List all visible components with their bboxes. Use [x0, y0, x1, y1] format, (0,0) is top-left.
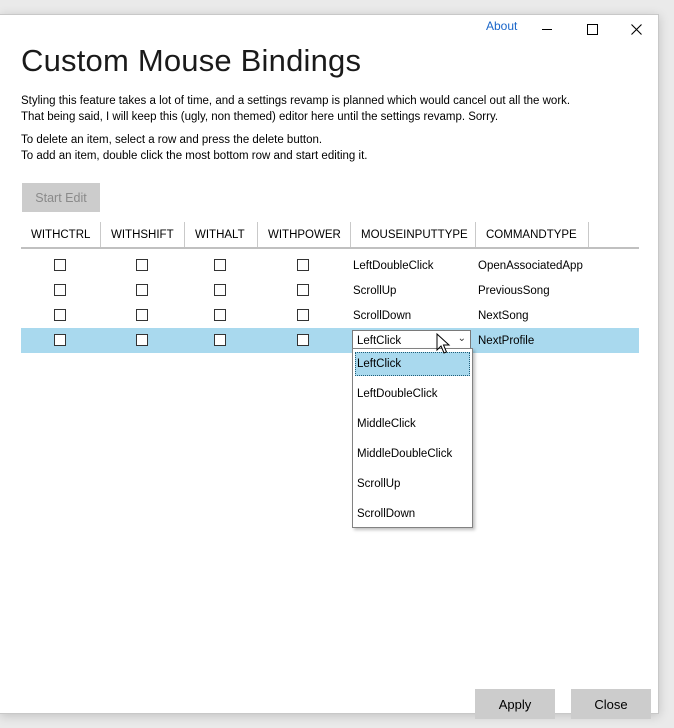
- column-header-withctrl[interactable]: WITHCTRL: [21, 222, 101, 247]
- about-link[interactable]: About: [486, 19, 518, 33]
- withshift-checkbox[interactable]: [136, 284, 148, 296]
- withpower-checkbox[interactable]: [297, 259, 309, 271]
- table-row[interactable]: [21, 253, 639, 278]
- mouse-input-type-cell[interactable]: LeftDoubleClick: [353, 259, 434, 272]
- command-type-cell[interactable]: OpenAssociatedApp: [478, 259, 583, 272]
- instruction-line-2: To add an item, double click the most bottom row and start editing it.: [21, 150, 368, 162]
- dropdown-option[interactable]: LeftDoubleClick: [357, 388, 438, 400]
- dropdown-option[interactable]: MiddleClick: [357, 418, 416, 430]
- description-line-1: Styling this feature takes a lot of time, and a settings revamp is planned which would cancel out all the work.: [21, 95, 571, 107]
- close-button[interactable]: Close: [571, 689, 651, 719]
- close-icon: [631, 24, 642, 35]
- dropdown-option[interactable]: ScrollUp: [357, 478, 401, 490]
- apply-button[interactable]: Apply: [475, 689, 555, 719]
- mouse-input-type-dropdown: [352, 348, 473, 528]
- withalt-checkbox[interactable]: [214, 259, 226, 271]
- combobox-value: LeftClick: [357, 334, 402, 347]
- withalt-checkbox[interactable]: [214, 334, 226, 346]
- instruction-line-1: To delete an item, select a row and press the delete button.: [21, 134, 323, 146]
- withctrl-checkbox[interactable]: [54, 309, 66, 321]
- grid-header: [21, 222, 639, 249]
- command-type-cell[interactable]: NextProfile: [478, 334, 535, 347]
- column-header-withalt[interactable]: WITHALT: [185, 222, 258, 247]
- command-type-cell[interactable]: PreviousSong: [478, 284, 550, 297]
- table-row-selected[interactable]: [21, 328, 639, 353]
- withpower-checkbox[interactable]: [297, 334, 309, 346]
- description-line-2: That being said, I will keep this (ugly, non themed) editor here until the settings revamp. Sorry.: [21, 111, 499, 123]
- mouse-cursor-icon: [436, 333, 452, 355]
- column-header-commandtype[interactable]: COMMANDTYPE: [476, 222, 589, 247]
- withctrl-checkbox[interactable]: [54, 334, 66, 346]
- dropdown-option[interactable]: LeftClick: [357, 358, 402, 370]
- dropdown-option[interactable]: MiddleDoubleClick: [357, 448, 453, 460]
- start-edit-button[interactable]: Start Edit: [22, 183, 100, 212]
- withpower-checkbox[interactable]: [297, 309, 309, 321]
- page-title: Custom Mouse Bindings: [21, 43, 362, 78]
- column-header-mouseinputtype[interactable]: MOUSEINPUTTYPE: [351, 222, 476, 247]
- minimize-icon: [542, 29, 552, 30]
- mouse-input-type-cell[interactable]: ScrollUp: [353, 284, 397, 297]
- bindings-grid: [21, 222, 639, 353]
- column-header-withpower[interactable]: WITHPOWER: [258, 222, 351, 247]
- minimize-button[interactable]: [525, 15, 569, 43]
- withpower-checkbox[interactable]: [297, 284, 309, 296]
- column-header-withshift[interactable]: WITHSHIFT: [101, 222, 185, 247]
- window-close-button[interactable]: [614, 15, 658, 43]
- table-row[interactable]: [21, 303, 639, 328]
- withshift-checkbox[interactable]: [136, 334, 148, 346]
- command-type-cell[interactable]: NextSong: [478, 309, 529, 322]
- dialog-window: [0, 14, 659, 714]
- dropdown-option[interactable]: ScrollDown: [357, 508, 416, 520]
- table-row[interactable]: [21, 278, 639, 303]
- withshift-checkbox[interactable]: [136, 309, 148, 321]
- mouse-input-type-cell[interactable]: ScrollDown: [353, 309, 412, 322]
- withctrl-checkbox[interactable]: [54, 259, 66, 271]
- chevron-down-icon[interactable]: ⌄: [457, 333, 466, 344]
- maximize-button[interactable]: [570, 15, 614, 43]
- withshift-checkbox[interactable]: [136, 259, 148, 271]
- maximize-icon: [587, 24, 598, 35]
- withalt-checkbox[interactable]: [214, 284, 226, 296]
- withalt-checkbox[interactable]: [214, 309, 226, 321]
- withctrl-checkbox[interactable]: [54, 284, 66, 296]
